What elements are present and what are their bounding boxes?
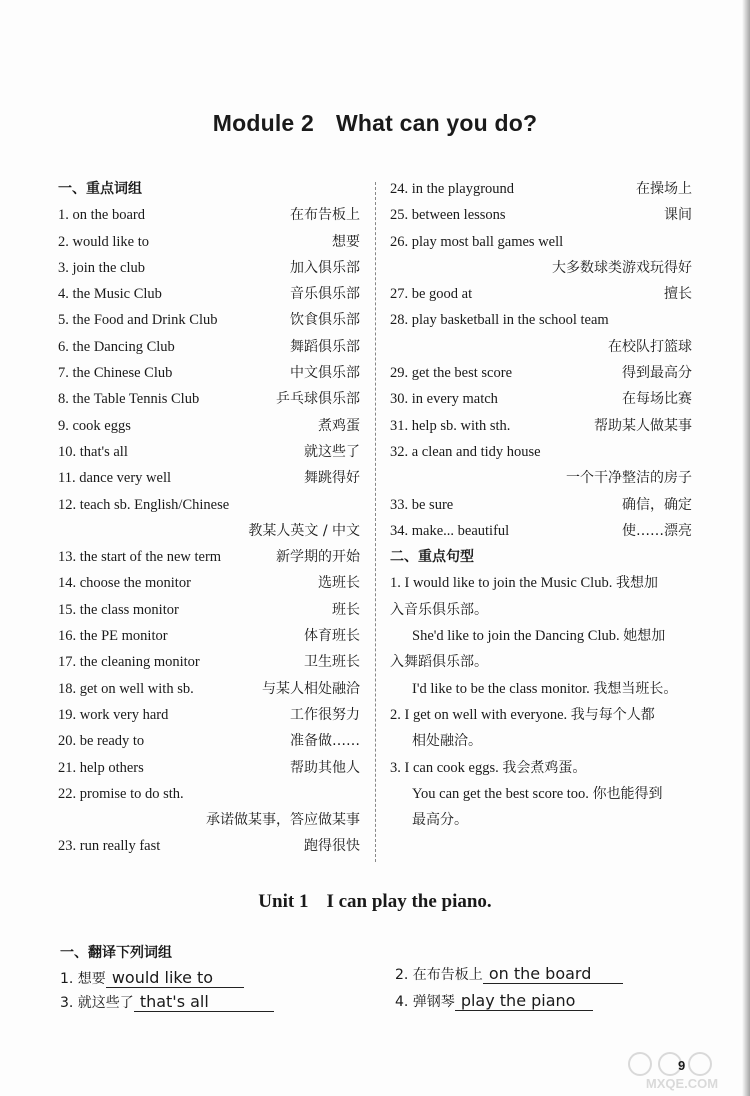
phrase-en: 32. a clean and tidy house <box>390 443 541 460</box>
phrase-en: 8. the Table Tennis Club <box>58 391 200 408</box>
phrase-row <box>58 334 360 360</box>
phrase-en: 14. choose the monitor <box>58 575 191 592</box>
sentence-2-cont: 相处融洽。 <box>412 733 482 750</box>
phrase-row <box>58 623 360 649</box>
phrase-row-continued <box>390 334 692 360</box>
exercise-item <box>395 991 593 1011</box>
phrase-en: 13. the start of the new term <box>58 549 222 566</box>
sentence-3a <box>390 755 692 781</box>
section-heading-sentences: 二、重点句型 <box>390 549 474 566</box>
phrase-row <box>58 597 360 623</box>
phrase-cn: 饮食俱乐部 <box>290 312 360 329</box>
phrase-cn: 音乐俱乐部 <box>290 286 360 303</box>
phrase-cn: 舞蹈俱乐部 <box>290 338 360 355</box>
exercise-item <box>60 992 274 1012</box>
phrase-en: 6. the Dancing Club <box>58 338 175 355</box>
phrase-en: 1. on the board <box>58 207 145 224</box>
phrase-en: 28. play basketball in the school team <box>390 312 609 329</box>
phrase-row <box>390 176 692 202</box>
phrase-row <box>390 439 692 465</box>
phrase-cn: 工作很努力 <box>290 706 360 723</box>
phrase-en: 26. play most ball games well <box>390 233 564 250</box>
sentence-2 <box>390 702 692 728</box>
phrase-cn: 准备做…… <box>290 733 360 750</box>
phrase-cn: 体育班长 <box>304 628 360 645</box>
phrase-row <box>58 544 360 570</box>
phrase-en: 31. help sb. with sth. <box>390 417 511 434</box>
phrase-row <box>58 281 360 307</box>
sentence-1a-cont: 入音乐俱乐部。 <box>390 601 488 618</box>
phrase-row <box>390 492 692 518</box>
phrase-cn: 在布告板上 <box>290 207 360 224</box>
exercise-prompt: 3. 就这些了 <box>60 995 134 1011</box>
phrase-cn: 舞跳得好 <box>304 470 360 487</box>
unit-title <box>0 891 750 913</box>
phrase-cn: 与某人相处融洽 <box>262 680 360 697</box>
exercise-item <box>60 968 244 988</box>
phrase-cn: 想要 <box>332 233 360 250</box>
sentence-1a <box>390 570 692 596</box>
phrase-en: 7. the Chinese Club <box>58 365 173 382</box>
sentence-en: 2. I get on well with everyone. <box>390 706 568 723</box>
module-label: Module 2 <box>212 110 315 136</box>
sentence-cn: 她想加 <box>623 628 666 645</box>
sentence-3b <box>390 781 692 807</box>
sentence-cn: 你也能得到 <box>592 785 663 802</box>
phrase-row <box>58 833 360 859</box>
sentence-cn: 我会煮鸡蛋。 <box>502 759 587 776</box>
phrase-en: 18. get on well with sb. <box>58 680 194 697</box>
phrase-cn: 课间 <box>664 207 692 224</box>
phrase-row <box>390 202 692 228</box>
phrase-row <box>58 229 360 255</box>
phrase-row-continued <box>58 518 360 544</box>
phrase-cn: 帮助其他人 <box>290 759 360 776</box>
phrase-cn: 教某人英文 / 中文 <box>248 522 360 539</box>
phrase-en: 22. promise to do sth. <box>58 785 184 802</box>
phrase-cn: 煮鸡蛋 <box>318 417 360 434</box>
exercise-prompt: 4. 弹钢琴 <box>395 994 455 1010</box>
sentence-cn: 我想当班长。 <box>593 680 678 697</box>
phrase-row <box>58 360 360 386</box>
phrase-cn: 得到最高分 <box>622 365 692 382</box>
phrase-cn: 大多数球类游戏玩得好 <box>552 259 692 276</box>
phrase-row <box>58 755 360 781</box>
sentence-cn: 我与每个人都 <box>570 706 655 723</box>
sentence-en: You can get the best score too. <box>412 785 589 802</box>
phrase-cn: 承诺做某事，答应做某事 <box>206 812 360 829</box>
phrase-row <box>390 307 692 333</box>
phrase-row <box>390 360 692 386</box>
page-number: 9 <box>678 1058 686 1073</box>
phrase-en: 25. between lessons <box>390 207 506 224</box>
phrase-cn: 在每场比赛 <box>622 391 692 408</box>
phrase-en: 17. the cleaning monitor <box>58 654 200 671</box>
phrase-row <box>58 728 360 754</box>
sentence-1b <box>390 623 692 649</box>
phrase-row <box>390 281 692 307</box>
phrase-row-continued <box>58 807 360 833</box>
phrase-en: 23. run really fast <box>58 838 161 855</box>
sentence-1c <box>390 676 692 702</box>
answer-blank[interactable]: would like to <box>106 969 244 988</box>
answer-blank[interactable]: that's all <box>134 993 274 1012</box>
sentence-en: 1. I would like to join the Music Club. <box>390 575 613 592</box>
sentence-3b-cont: 最高分。 <box>412 812 468 829</box>
phrase-row <box>390 518 692 544</box>
sentence-1b-cont: 入舞蹈俱乐部。 <box>390 654 488 671</box>
phrase-row <box>390 386 692 412</box>
phrase-cn: 班长 <box>332 601 360 618</box>
phrase-en: 3. join the club <box>58 259 145 276</box>
phrase-en: 29. get the best score <box>390 365 513 382</box>
answer-blank[interactable]: on the board <box>483 965 623 984</box>
phrase-row <box>390 229 692 255</box>
phrase-row <box>58 702 360 728</box>
sentence-cn: 我想加 <box>615 575 658 592</box>
phrase-en: 33. be sure <box>390 496 454 513</box>
phrase-en: 21. help others <box>58 759 144 776</box>
phrase-row <box>58 649 360 675</box>
phrase-cn: 在校队打篮球 <box>608 338 692 355</box>
phrase-en: 24. in the playground <box>390 181 515 197</box>
unit-label: Unit 1 <box>258 891 309 912</box>
phrase-cn: 加入俱乐部 <box>290 259 360 276</box>
phrase-en: 20. be ready to <box>58 733 145 750</box>
phrase-en: 30. in every match <box>390 391 498 408</box>
module-title <box>0 110 750 137</box>
phrase-row <box>58 386 360 412</box>
phrase-cn: 帮助某人做某事 <box>594 417 692 434</box>
phrase-en: 4. the Music Club <box>58 286 162 303</box>
phrase-row <box>58 781 360 807</box>
phrase-cn: 一个干净整洁的房子 <box>566 470 692 487</box>
phrase-row-continued <box>390 255 692 281</box>
phrase-row <box>58 307 360 333</box>
sentence-en: 3. I can cook eggs. <box>390 759 499 776</box>
left-column <box>58 176 360 860</box>
phrase-en: 16. the PE monitor <box>58 628 168 645</box>
exercise-item <box>395 964 623 984</box>
phrase-cn: 跑得很快 <box>304 838 360 855</box>
phrase-cn: 卫生班长 <box>304 654 360 671</box>
module-question: What can you do? <box>336 110 538 136</box>
phrase-en: 2. would like to <box>58 233 150 250</box>
phrase-cn: 选班长 <box>318 575 360 592</box>
phrase-cn: 中文俱乐部 <box>290 365 360 382</box>
right-column <box>390 176 692 833</box>
phrase-row <box>58 676 360 702</box>
page-edge-shadow <box>742 0 750 1096</box>
sentence-en: I'd like to be the class monitor. <box>412 680 590 697</box>
phrase-en: 27. be good at <box>390 286 473 303</box>
phrase-cn: 擅长 <box>664 286 692 303</box>
section-heading-phrases: 一、重点词组 <box>58 181 142 197</box>
phrase-cn: 确信，确定 <box>622 496 692 513</box>
phrase-en: 5. the Food and Drink Club <box>58 312 218 329</box>
phrase-en: 15. the class monitor <box>58 601 179 618</box>
phrase-row-continued <box>390 465 692 491</box>
phrase-en: 9. cook eggs <box>58 417 131 434</box>
phrase-row <box>58 255 360 281</box>
answer-blank[interactable]: play the piano <box>455 992 593 1011</box>
phrase-cn: 在操场上 <box>636 181 692 197</box>
phrase-en: 11. dance very well <box>58 470 171 487</box>
phrase-en: 12. teach sb. English/Chinese <box>58 496 230 513</box>
phrase-row <box>390 413 692 439</box>
phrase-en: 34. make... beautiful <box>390 522 510 539</box>
column-divider <box>375 182 376 862</box>
phrase-row <box>58 570 360 596</box>
phrase-row <box>58 439 360 465</box>
phrase-row <box>58 413 360 439</box>
sentence-en: She'd like to join the Dancing Club. <box>412 628 620 645</box>
phrase-row <box>58 202 360 228</box>
watermark-text: MXQE.COM <box>645 1076 719 1091</box>
exercise-heading: 一、翻译下列词组 <box>60 945 172 961</box>
phrase-row <box>58 465 360 491</box>
exercise-prompt: 1. 想要 <box>60 971 106 987</box>
unit-name: I can play the piano. <box>326 891 492 912</box>
phrase-cn: 乒乓球俱乐部 <box>276 391 360 408</box>
phrase-row <box>58 492 360 518</box>
phrase-cn: 使……漂亮 <box>622 522 692 539</box>
exercise-prompt: 2. 在布告板上 <box>395 967 483 983</box>
phrase-cn: 新学期的开始 <box>276 549 360 566</box>
phrase-en: 19. work very hard <box>58 706 169 723</box>
phrase-cn: 就这些了 <box>304 443 360 460</box>
phrase-en: 10. that's all <box>58 443 128 460</box>
